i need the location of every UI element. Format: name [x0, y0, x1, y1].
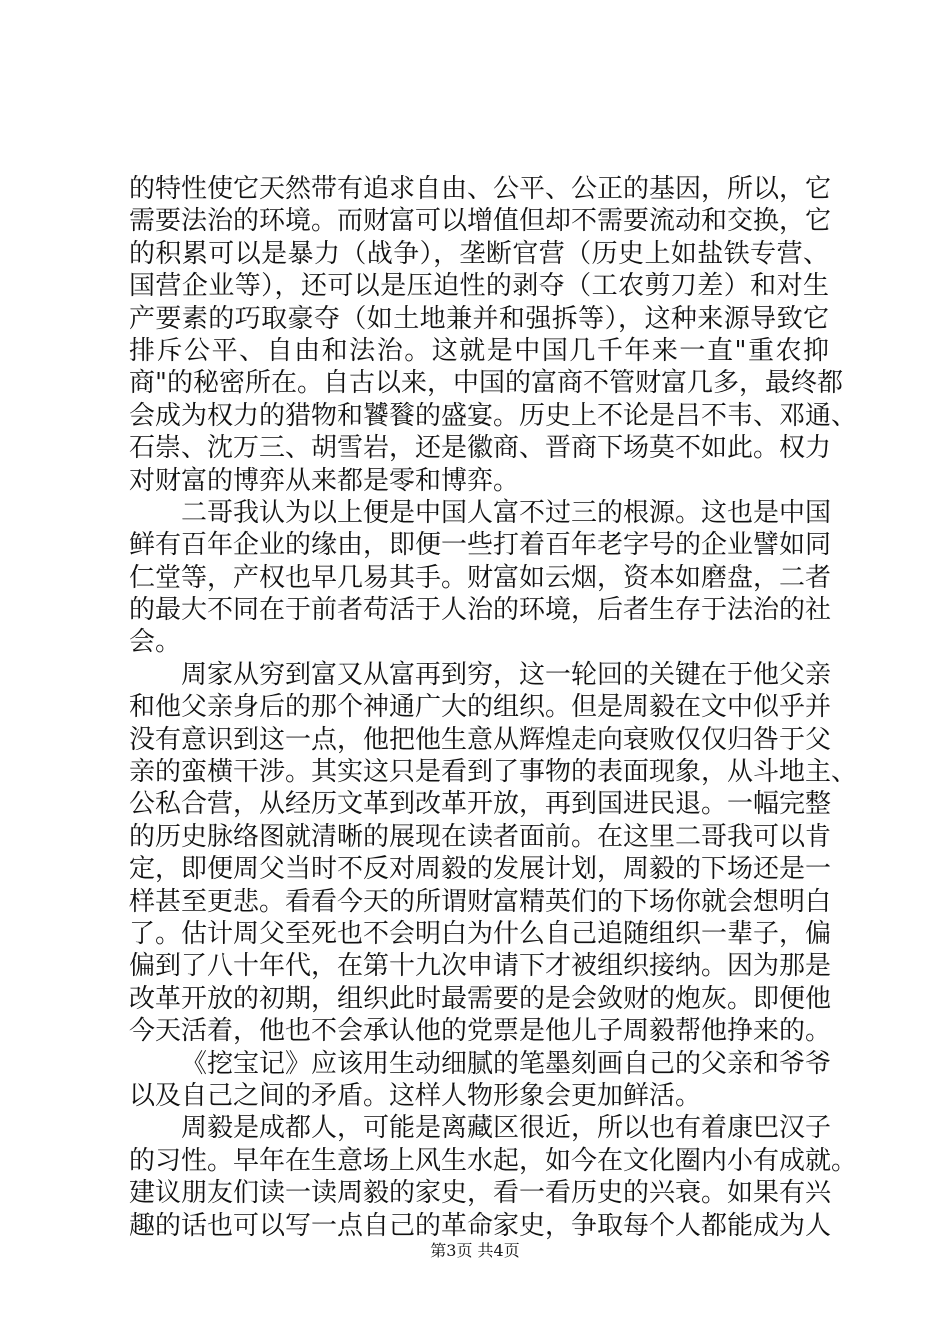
text-line: 会。 — [129, 627, 182, 658]
text-line: 的习性。早年在生意场上风生水起，如今在文化圈内小有成就。 — [129, 1145, 858, 1176]
text-line: 亲的蛮横干涉。其实这只是看到了事物的表面现象，从斗地主、 — [129, 757, 858, 788]
text-line: 周毅是成都人，可能是离藏区很近，所以也有着康巴汉子 — [181, 1113, 832, 1144]
text-line: 商"的秘密所在。自古以来，中国的富商不管财富几多，最终都 — [129, 368, 843, 399]
page-number-footer: 第3页 共4页 — [430, 1241, 520, 1260]
text-line: 仁堂等，产权也早几易其手。财富如云烟，资本如磨盘，二者 — [129, 562, 832, 593]
paragraph — [129, 497, 832, 659]
text-line: 国营企业等），还可以是压迫性的剥夺（工农剪刀差）和对生 — [129, 271, 829, 302]
text-line: 产要素的巧取豪夺（如土地兼并和强拆等），这种来源导致它 — [129, 303, 829, 334]
text-line: 定，即便周父当时不反对周毅的发展计划，周毅的下场还是一 — [129, 854, 832, 885]
text-line: 鲜有百年企业的缘由，即便一些打着百年老字号的企业譬如同 — [129, 530, 832, 561]
text-line: 建议朋友们读一读周毅的家史，看一看历史的兴衰。如果有兴 — [129, 1178, 832, 1209]
text-line: 和他父亲身后的那个神通广大的组织。但是周毅在文中似乎并 — [129, 692, 832, 723]
text-line: 《挖宝记》应该用生动细腻的笔墨刻画自己的父亲和爷爷 — [181, 1048, 832, 1079]
text-line: 了。估计周父至死也不会明白为什么自己追随组织一辈子，偏 — [129, 918, 832, 949]
paragraph — [129, 1048, 832, 1113]
paragraph — [129, 659, 858, 1048]
text-line: 趣的话也可以写一点自己的革命家史，争取每个人都能成为人 — [129, 1210, 832, 1241]
text-line: 会成为权力的猎物和饕餮的盛宴。历史上不论是吕不韦、邓通、 — [129, 400, 858, 431]
text-line: 的最大不同在于前者苟活于人治的环境，后者生存于法治的社 — [129, 595, 832, 626]
text-line: 二哥我认为以上便是中国人富不过三的根源。这也是中国 — [181, 497, 832, 528]
text-line: 石崇、沈万三、胡雪岩，还是徽商、晋商下场莫不如此。权力 — [129, 433, 832, 464]
document-body — [129, 173, 858, 1242]
text-line: 对财富的博弈从来都是零和博弈。 — [129, 465, 520, 496]
text-line: 偏到了八十年代，在第十九次申请下才被组织接纳。因为那是 — [129, 951, 832, 982]
text-line: 今天活着，他也不会承认他的党票是他儿子周毅帮他挣来的。 — [129, 1016, 832, 1047]
text-line: 没有意识到这一点，他把他生意从辉煌走向衰败仅仅归咎于父 — [129, 724, 832, 755]
text-line: 的特性使它天然带有追求自由、公平、公正的基因，所以，它 — [129, 174, 832, 204]
text-line: 需要法治的环境。而财富可以增值但却不需要流动和交换，它 — [129, 206, 832, 237]
text-line: 样甚至更悲。看看今天的所谓财富精英们的下场你就会想明白 — [129, 886, 832, 917]
text-line: 的历史脉络图就清晰的展现在读者面前。在这里二哥我可以肯 — [129, 821, 832, 852]
text-line: 的积累可以是暴力（战争），垄断官营（历史上如盐铁专营、 — [129, 238, 829, 269]
text-line: 周家从穷到富又从富再到穷，这一轮回的关键在于他父亲 — [181, 659, 832, 690]
text-line: 排斥公平、自由和法治。这就是中国几千年来一直"重农抑 — [129, 335, 829, 366]
text-line: 改革开放的初期，组织此时最需要的是会敛财的炮灰。即便他 — [129, 983, 832, 1014]
text-line: 以及自己之间的矛盾。这样人物形象会更加鲜活。 — [129, 1080, 702, 1111]
paragraph — [129, 1112, 858, 1242]
paragraph — [129, 173, 858, 497]
text-line: 公私合营，从经历文革到改革开放，再到国进民退。一幅完整 — [129, 789, 832, 820]
